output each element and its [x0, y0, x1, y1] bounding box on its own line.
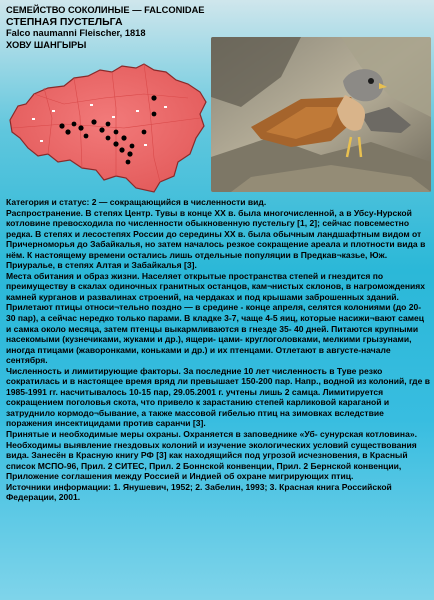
species-name-ru: СТЕПНАЯ ПУСТЕЛЬГА [6, 15, 123, 28]
protection-paragraph: Принятые и необходимые меры охраны. Охраняется в заповеднике «Уб- сунурская котловина». Необходимы выявление гнездовых колоний и изучение экологических условий существования вида. Занесён в Красную книгу РФ [3] как находящийся под угрозой исчезновения, в Красный список МСПО-96, Прил. 2 СИТЕС, Прил. 2 Боннской конвенции, Прил. 2 Бернской конвенции, Приложение соглашения между Россией и Индией об охране мигрирующих птиц. [6, 429, 417, 482]
kestrel-photo [211, 37, 431, 192]
species-name-latin: Falco naumanni Fleischer, 1818 [6, 28, 146, 39]
distribution-paragraph: Распространение. В степях Центр. Тувы в конце ХХ в. была многочисленной, а в Убсу-Нурской котловине превосходила по численности обыкновенную пустельгу [1, 2]; сейчас повсеместно редка. В степях и лесостепях России до середины ХХ в. была обычным ландшафтным видом от Причерноморья до Забайкалья, но затем началось резкое сокращение ареала и плотности вида в нём. К настоящему времени остались лишь отдельные популяции в Предкав¬казье, Юж. Приуралье, в степях Алтая и Забайкалья [3]. [6, 207, 426, 271]
sources-paragraph: Источники информации: 1. Янушевич, 1952; 2. Забелин, 1993; 3. Красная книга Российской Федерации, 2001. [6, 481, 392, 503]
family-title: СЕМЕЙСТВО СОКОЛИНЫЕ — FALCONIDAE [6, 5, 205, 15]
tuva-region-shape [10, 64, 206, 192]
article-body [6, 197, 430, 503]
habitat-paragraph: Места обитания и образ жизни. Населяет открытые пространства степей и гнездится по преимуществу в скалах одиночных гранитных останцов, кам¬нистых склонов, в нагромождениях камней курганов и развалинах строений, на чердаках и под крышами заброшенных зданий. Прилетают птицы относи¬тельно поздно — в средине - конце апреля, селятся колониями (до 20-30 пар), а сейчас нередко только парами. В кладке 3-7, чаще 4-5 яиц, которые насижи¬вают самец и самка около месяца, затем птенцы выкармливаются в гнезде 35- 40 дней. Питаются крупными насекомыми (кузнечиками, жуками и др.), ящери- цами- круглоголовками, мелкими грызунами, иногда птицами (жаворонками, коньками и др.) и их птенцами. Отлетают в августе-начале сентября. [6, 270, 426, 366]
species-name-tuvan: ХОВУ ШАНГЫРЫ [6, 39, 87, 50]
population-paragraph: Численность и лимитирующие факторы. За последние 10 лет численность в Туве резко сократилась и в настоящее время вряд ли превышает 150-200 пар. Напр., водной из колоний, где в 1985-1991 гг. насчитывалось 10-15 пар, 29.05.2001 г. учтены лишь 2 самца. Лимитируется сокращением поголовья скота, что привело к зарастанию степей карликовой караганой и затруднило кормодо¬бывание, а также массовой гибелью птиц на зимовках вследствие поражения инсектицидами против саранчи [3]. [6, 365, 430, 429]
category-status: Категория и статус: 2 — сокращающийся в численности вид. [6, 197, 267, 207]
distribution-map [4, 58, 212, 196]
species-header [6, 5, 206, 51]
